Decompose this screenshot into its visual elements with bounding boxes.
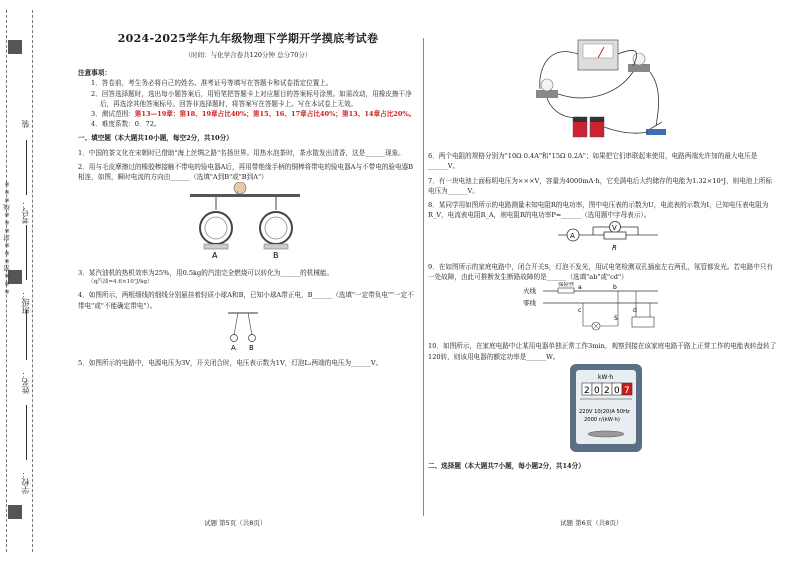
energy-meter xyxy=(428,362,778,454)
question-1: 1．中国的茶文化在宋朝时已借助"海上丝绸之路"名扬世界。用热水泡茶时，茶水散发出清香，这是______现象。 xyxy=(78,148,405,157)
hanging-balls-figure xyxy=(78,311,418,351)
strip-fill-line xyxy=(26,310,27,360)
note-range-red: 第13—19章：第18、19章占比40%；第15、16、17章占比40%；第13、14章占比20%。 xyxy=(134,109,416,118)
electroscope-a xyxy=(200,197,232,249)
strip-marker xyxy=(8,40,22,54)
circuit-illustration xyxy=(428,34,778,144)
question-4: 4．如图所示，两根细线的细线分别悬挂着轻质小球A和B，已知小球A带正电，B______（选填"一定带负电""一定不带电"或"不能确定带电"）。 xyxy=(78,291,414,310)
note-range-label: 3．测试范围： xyxy=(91,109,135,118)
ball-b xyxy=(249,334,256,341)
binding-strip xyxy=(0,0,44,562)
neutral-wire-label: 零线 xyxy=(523,299,536,308)
electroscope-label-a: A xyxy=(212,251,218,261)
point-d: d xyxy=(633,307,637,315)
question-9: 9．在如图所示的家庭电路中，闭合开关S，灯泡不发光，用试电笔检测双孔插座左右两孔，氖管都发光。若电路中只有一处故障，由此可推断发生断路故障的是______（选填"ab"或"cd"） xyxy=(428,262,773,281)
meter-rating: 220V 10(20)A 50Hz xyxy=(579,408,630,415)
question-2: 2．用与毛皮摩擦过的橡胶棒接触不带电的验电器A后，再用带绝缘手柄的铜棒将带电的验电器A与不带电的验电器B相连，如图，瞬时电流的方向由______（选填"A到B"或"B到A"） xyxy=(78,162,414,182)
meter-digit: 2 xyxy=(584,385,590,396)
meter-unit: kW·h xyxy=(598,373,614,381)
notes-heading: 注意事项： xyxy=(78,69,111,78)
electroscope-figure xyxy=(78,182,418,260)
socket-symbol xyxy=(632,317,654,327)
question-5: 5．如图所示的电路中，电源电压为3V，开关闭合时，电压表示数为1V，灯泡L₁两端的电压为______V。 xyxy=(78,359,383,368)
note-item: 4．难度系数：0．72。 xyxy=(91,120,161,129)
fuse-symbol xyxy=(558,288,574,293)
meter-digits xyxy=(582,383,632,396)
strip-seal-note: ※※※密※※※封※※※线※※※ xyxy=(3,180,11,296)
footer-left: 试题 第5页（共8页） xyxy=(204,519,267,527)
left-column xyxy=(78,30,418,368)
strip-marker xyxy=(8,505,22,519)
note-item-range xyxy=(78,109,418,119)
strip-label-id: 考号： xyxy=(21,200,30,224)
ball-a xyxy=(231,334,238,341)
strip-dash-line-inner xyxy=(32,10,33,552)
footer-right: 试题 第6页（共8页） xyxy=(560,519,623,527)
question-7: 7．有一块电池上面标明电压为×××V，容量为4000mA·h，它充满电后大约储存的电能为1.32×10⁵J，则电池上所标电压为______V。 xyxy=(428,176,773,195)
right-column xyxy=(428,34,778,471)
question-3: 3．某汽油机的热机效率为25%，用0.5kg的汽油完全燃烧可以转化为______的机械能。 xyxy=(78,268,334,277)
section-1-heading: 一、填空题（本大题共10小题，每空2分，共10分） xyxy=(78,134,233,143)
point-b: b xyxy=(613,284,617,292)
strip-fill-line xyxy=(26,225,27,280)
strip-label-name: 姓名： xyxy=(21,370,30,394)
ammeter-label: A xyxy=(570,231,575,240)
point-c: c xyxy=(578,307,582,315)
strip-label-school: 学校： xyxy=(21,470,30,494)
question-8-circuit xyxy=(428,221,778,255)
switch-s-label: S xyxy=(614,315,618,323)
electroscope-b xyxy=(260,197,292,249)
meter-disc xyxy=(588,431,624,437)
strip-label-seat: 装 xyxy=(21,120,30,128)
question-9-circuit xyxy=(428,282,778,334)
resistor-label: R xyxy=(612,243,617,252)
ball-label-b: B xyxy=(249,343,254,351)
electroscope-label-b: B xyxy=(273,251,279,261)
meter-digit: 2 xyxy=(604,385,610,396)
page-title: 2024-2025学年九年级物理下学期开学摸底考试卷 xyxy=(117,32,379,45)
meter-constant: 2000 r/(kW·h) xyxy=(584,416,620,423)
battery-pack xyxy=(573,117,604,137)
page-subtitle: （时间：与化学合卷共120分钟 总分70分） xyxy=(184,51,312,60)
meter-digit: 0 xyxy=(594,385,600,396)
rod xyxy=(190,182,300,197)
strip-label-class: 班级： xyxy=(21,290,30,314)
question-10: 10．如图所示，在家庭电路中让某用电器单独正常工作3min，观察到接在该家庭电路干路上正常工作的电能表转盘转了120转，则该用电器的额定功率是______W。 xyxy=(428,342,777,361)
strip-fill-line xyxy=(26,405,27,460)
meter-digit-red: 7 xyxy=(624,385,630,396)
voltmeter-label: V xyxy=(612,223,617,232)
bulb-l1 xyxy=(628,53,650,72)
strip-fill-line xyxy=(26,140,27,195)
question-8: 8．某同学用如图所示的电路测量未知电阻R的电功率，图中电压表的示数为U，电流表的示数为I，已知电压表电阻为R_V，电流表电阻R_A，则电阻R的电功率P=______（选用题中字母表示）。 xyxy=(428,201,769,220)
live-wire-label: 火线 xyxy=(523,287,536,296)
meter-digit: 0 xyxy=(614,385,620,396)
bulb-l2 xyxy=(536,79,558,98)
column-divider xyxy=(423,38,424,516)
section-2-heading: 二、选择题（本大题共7小题，每小题2分，共14分） xyxy=(428,462,585,471)
question-6: 6．两个电阻的规格分别为"10Ω 0.4A"和"15Ω 0.2A"；如果把它们串联起来使用，电路两端允许加的最大电压是______V。 xyxy=(428,152,758,171)
ball-label-a: A xyxy=(231,343,236,351)
note-item: 2．回答选择题时，选出每小题答案后，用铅笔把答题卡上对应题目的答案标号涂黑。如需改动，用橡皮擦干净后，再选涂其他答案标号。回答非选择题时，将答案写在答题卡上。写在本试卷上无效。 xyxy=(91,89,412,108)
point-a: a xyxy=(578,284,582,292)
fuse-label: 保险丝 xyxy=(558,282,575,289)
question-3-note: （q汽油=4.6×10⁷J/kg） xyxy=(88,278,153,285)
resistor-symbol xyxy=(604,232,626,239)
note-item: 1．答卷前，考生务必将自己的姓名、准考证号等填写在答题卡和试卷指定位置上。 xyxy=(91,79,333,88)
